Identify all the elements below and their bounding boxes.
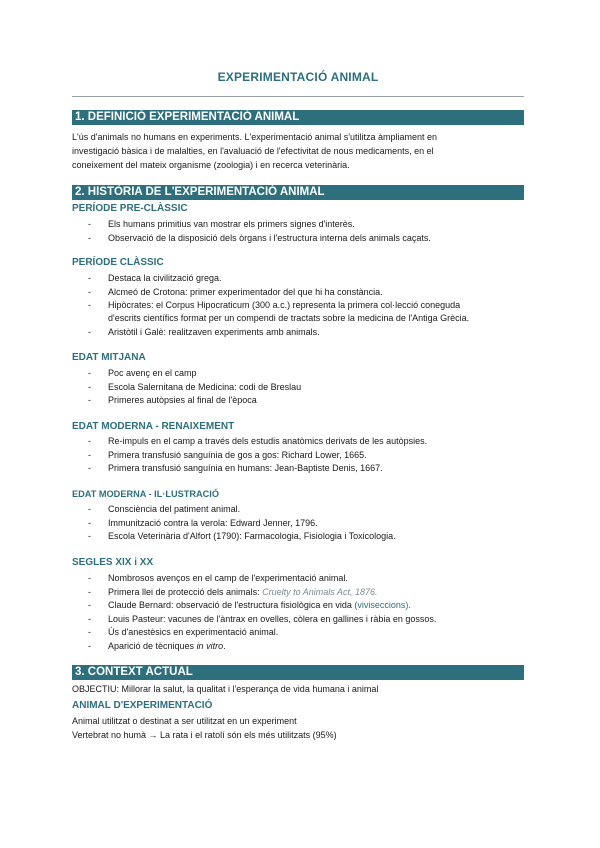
subheading-experimental-animal: ANIMAL D'EXPERIMENTACIÓ (72, 700, 213, 711)
subheading-classic: PERÍODE CLÀSSIC (72, 257, 164, 268)
list-item: - Observació de la disposició dels òrgans i l'estructura interna dels animals caçats. (88, 232, 524, 246)
definition-line: Animal utilitzat o destinat a ser utilitzat en un experiment (72, 716, 297, 726)
section-heading-definition: 1. DEFINICIÓ EXPERIMENTACIÓ ANIMAL (72, 110, 524, 125)
list-item: - Ús d'anestèsics en experimentació animal. (88, 626, 524, 640)
list-renaissance (88, 435, 524, 476)
vivisection-term: (viviseccions). (354, 600, 411, 611)
list-item: - Poc avenç en el camp (88, 367, 524, 381)
subheading-renaissance: EDAT MODERNA - RENAIXEMENT (72, 421, 235, 432)
title-divider (72, 96, 524, 97)
list-item (88, 599, 524, 613)
list-item: - Consciència del patiment animal. (88, 503, 524, 517)
subheading-modern: SEGLES XIX i XX (72, 557, 154, 568)
list-item: - Re-impuls en el camp a través dels estudis anatòmics derivats de les autòpsies. (88, 435, 524, 449)
list-item: - Immunització contra la verola: Edward Jenner, 1796. (88, 517, 524, 531)
list-enlightenment (88, 503, 524, 544)
subheading-enlightenment: EDAT MODERNA - IL·LUSTRACIÓ (72, 489, 219, 499)
section-heading-context: 3. CONTEXT ACTUAL (72, 665, 524, 680)
list-classic (88, 272, 524, 313)
list-item: - Escola Veterinària d'Alfort (1790): Farmacologia, Fisiologia i Toxicologia. (88, 530, 524, 544)
subheading-preclassic: PERÍODE PRE-CLÀSSIC (72, 203, 188, 214)
list-item: - Alcmeó de Crotona: primer experimentador del que hi ha constància. (88, 286, 524, 300)
list-item: - Primeres autòpsies al final de l'època (88, 394, 524, 408)
section-heading-history: 2. HISTÒRIA DE L'EXPERIMENTACIÓ ANIMAL (72, 185, 524, 200)
list-item: - Hipòcrates: el Corpus Hipocraticum (300 a.c.) representa la primera col·lecció coneguda (88, 299, 524, 313)
objective-line: OBJECTIU: Millorar la salut, la qualitat i l'esperança de vida humana i animal (72, 684, 379, 694)
item-text: Claude Bernard: observació de l'estructura fisiològica en vida (108, 600, 355, 611)
list-item: - Els humans primitius van mostrar els primers signes d'interès. (88, 218, 524, 232)
item-text: Aparició de tècniques (108, 640, 197, 651)
list-item: - Louis Pasteur: vacunes de l'àntrax en ovelles, còlera en gallines i ràbia en gossos. (88, 613, 524, 627)
list-item: - Primera transfusió sanguínia de gos a gos: Richard Lower, 1665. (88, 449, 524, 463)
list-item: - Aristòtil i Galè: realitzaven experiments amb animals. (88, 326, 524, 340)
list-item-continuation: d'escrits científics format per un compendi de tractats sobre la medicina de l'Antiga Grècia. (108, 313, 470, 323)
definition-line: Vertebrat no humà → La rata i el ratolí són els més utilitzats (95%) (72, 730, 337, 740)
item-text: . (223, 640, 226, 651)
list-item: - Primera transfusió sanguínia en humans: Jean-Baptiste Denis, 1667. (88, 462, 524, 476)
list-item (88, 586, 524, 600)
page-title: EXPERIMENTACIÓ ANIMAL (217, 70, 379, 84)
subheading-medieval: EDAT MITJANA (72, 352, 146, 363)
list-item (88, 640, 524, 654)
list-item: - Destaca la civilització grega. (88, 272, 524, 286)
list-medieval (88, 367, 524, 408)
list-item: - Escola Salernitana de Medicina: codi de Breslau (88, 381, 524, 395)
list-classic-cont (88, 326, 524, 340)
item-text: Primera llei de protecció dels animals: (108, 586, 263, 597)
definition-line: coneixement del mateix organisme (zoologia) i en recerca veterinària. (72, 160, 350, 170)
list-item: - Nombrosos avenços en el camp de l'experimentació animal. (88, 572, 524, 586)
definition-line: investigació bàsica i de malalties, en l'avaluació de l'efectivitat de nous medicaments, en el (72, 146, 434, 156)
definition-line: L'ús d'animals no humans en experiments. L'experimentació animal s'utilitza àmpliament en (72, 132, 438, 142)
law-reference: Cruelty to Animals Act, 1876. (262, 586, 378, 597)
list-preclassic (88, 218, 524, 245)
list-modern (88, 572, 524, 654)
in-vitro-term: in vitro (196, 640, 224, 651)
